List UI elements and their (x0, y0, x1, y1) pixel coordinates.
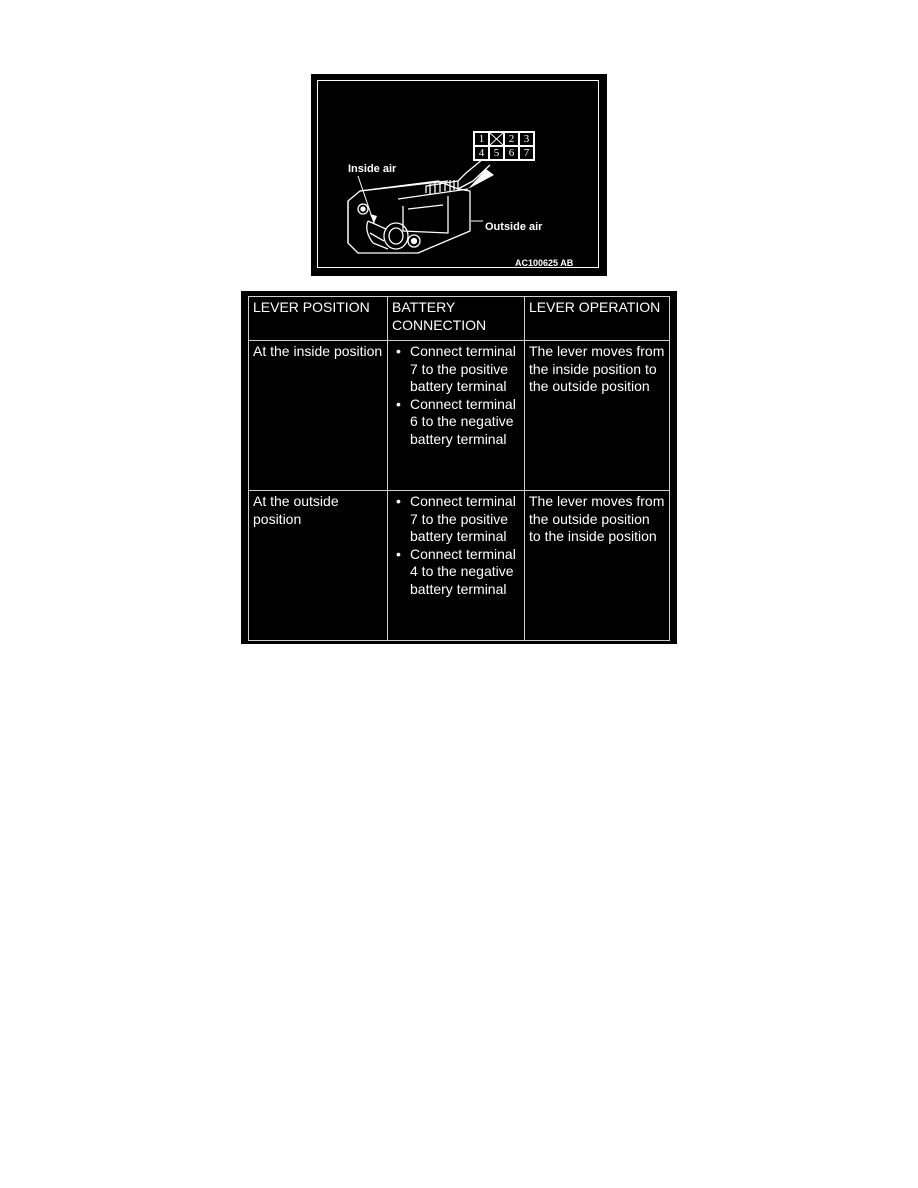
pin-cell: 4 (474, 146, 489, 160)
list-item: • Connect terminal 7 to the positive battery terminal (394, 343, 520, 396)
list-item: • Connect terminal 4 to the negative battery terminal (394, 546, 520, 599)
pin-cell: 3 (519, 132, 534, 146)
list-item: • Connect terminal 6 to the negative battery terminal (394, 396, 520, 449)
cell-lever-operation: The lever moves from the inside position to the outside position (525, 341, 670, 491)
figure-code: AC100625 AB (515, 258, 574, 268)
table-row (249, 341, 670, 491)
cell-battery-connection (388, 491, 525, 641)
header-battery-connection: BATTERY CONNECTION (388, 297, 525, 341)
outside-air-label: Outside air (485, 221, 543, 233)
cell-lever-position: At the outside position (249, 491, 388, 641)
header-lever-position: LEVER POSITION (249, 297, 388, 341)
figure-frame (317, 80, 599, 268)
lever-operation-table (248, 296, 670, 641)
empty-pin-cell (489, 132, 504, 146)
connection-list (394, 493, 520, 598)
cell-battery-connection (388, 341, 525, 491)
inside-air-label: Inside air (348, 163, 397, 175)
header-lever-operation: LEVER OPERATION (525, 297, 670, 341)
pin-cell: 2 (504, 132, 519, 146)
table-header-row (249, 297, 670, 341)
connection-list (394, 343, 520, 448)
list-item: • Connect terminal 7 to the positive battery terminal (394, 493, 520, 546)
pin-cell: 6 (504, 146, 519, 160)
cell-lever-operation: The lever moves from the outside position to the inside position (525, 491, 670, 641)
pin-cell: 7 (519, 146, 534, 160)
cross-icon (490, 133, 503, 145)
actuator-drawing (318, 81, 600, 269)
lever-table-container (241, 291, 677, 644)
pin-cell: 5 (489, 146, 504, 160)
connector-pinout (473, 131, 535, 161)
actuator-figure (311, 74, 607, 276)
pin-cell: 1 (474, 132, 489, 146)
cell-lever-position: At the inside position (249, 341, 388, 491)
table-row (249, 491, 670, 641)
